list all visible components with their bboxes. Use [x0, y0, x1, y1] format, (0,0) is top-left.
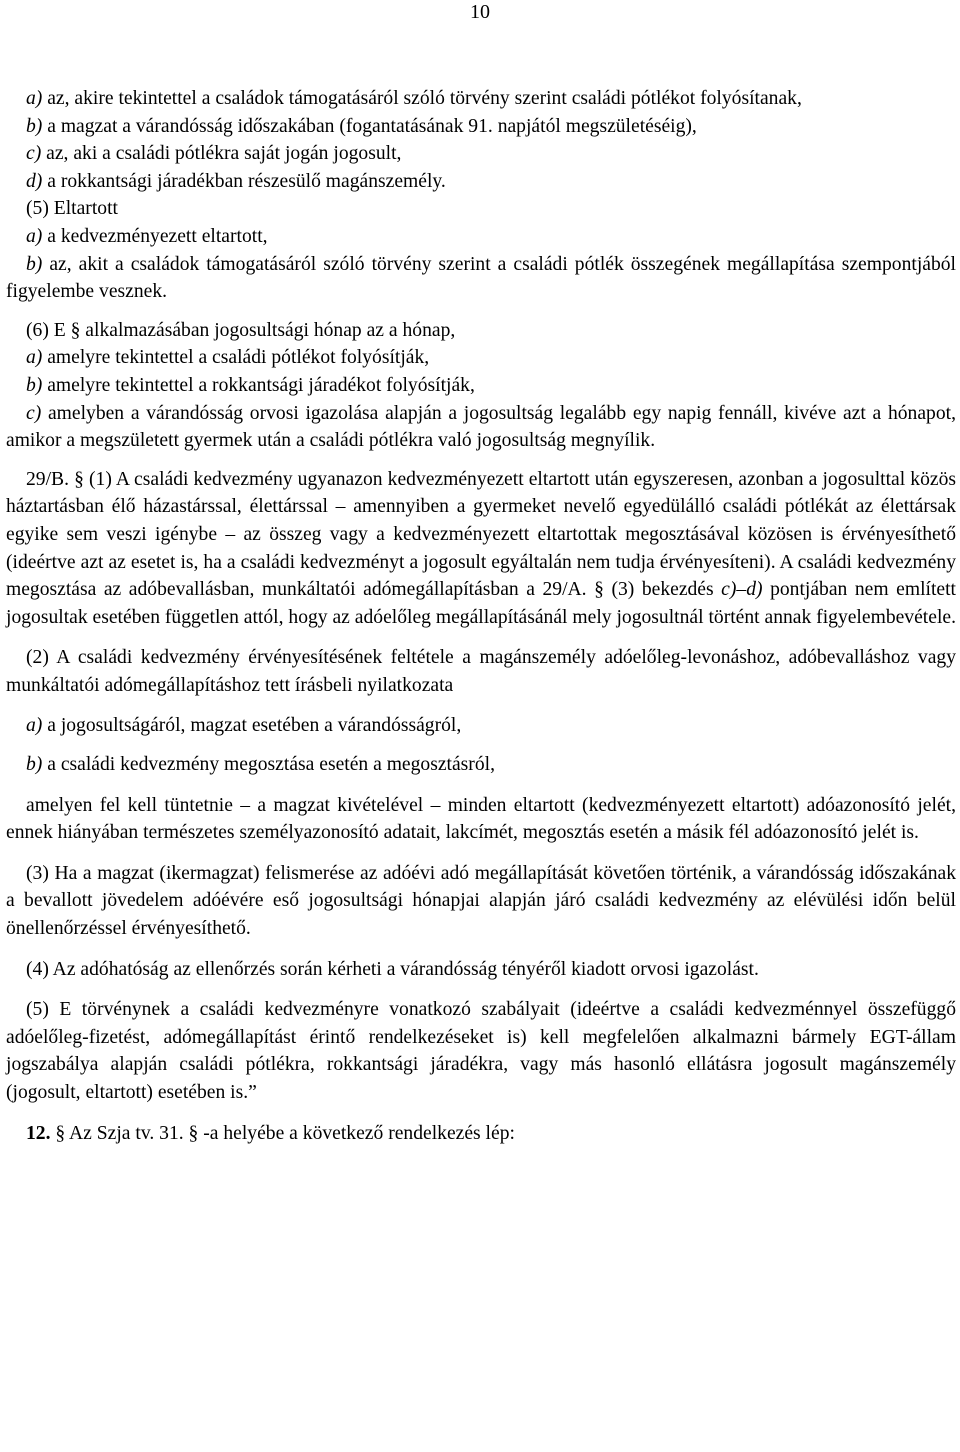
paragraph-text: amelyre tekintettel a családi pótlékot folyósítják,	[42, 347, 430, 369]
item-marker: c)	[26, 402, 42, 424]
paragraph	[6, 400, 956, 455]
item-marker: a)	[26, 347, 43, 369]
item-marker: c)	[721, 579, 737, 601]
paragraph-text: a magzat a várandósság időszakában (fogantatásának 91. napjától megszületéséig),	[42, 115, 697, 137]
paragraph-text: a családi kedvezmény megosztása esetén a megosztásról,	[42, 754, 495, 776]
paragraph	[6, 996, 956, 1106]
paragraph	[6, 860, 956, 943]
item-marker: b)	[26, 374, 43, 396]
paragraph-text: az, aki a családi pótlékra saját jogán jogosult,	[41, 143, 402, 165]
paragraph-text: a rokkantsági járadékban részesülő magánszemély.	[42, 170, 446, 192]
paragraph-text: 29/B. § (1) A családi kedvezmény ugyanazon kedvezményezett eltartott után egyszeresen, azonban a jogosulttal közös háztartásban élő házastárssal, élettárssal – amennyiben a gyermeket nevelő egyedülálló családi pótlékát az élettársak egyike sem veszi igénybe – az összeg vagy a kedvezményezett eltartottak megosztásával közösen is érvényesíthető (ideértve azt az esetet is, ha a családi kedvezményt a jogosult egyáltalán nem tudja érvényesíteni). A családi kedvezmény megosztása az adóbevallásban, munkáltatói adómegállapításban a 29/A. § (3) bekezdés	[6, 468, 956, 601]
paragraph-text: a jogosultságáról, magzat esetében a várandósságról,	[42, 715, 462, 737]
paragraph	[6, 251, 956, 306]
paragraph	[6, 195, 956, 223]
paragraph	[6, 223, 956, 251]
paragraph	[6, 372, 956, 400]
paragraph	[6, 956, 956, 984]
item-marker: a)	[26, 225, 43, 247]
paragraph-text: § Az Szja tv. 31. § -a helyébe a következő rendelkezés lép:	[50, 1122, 515, 1144]
paragraph-text: az, akit a családok támogatásáról szóló törvény szerint a családi pótlék összegének megállapítása szempontjából figyelembe vesznek.	[6, 253, 956, 303]
paragraph-text: (3) Ha a magzat (ikermagzat) felismerése az adóévi adó megállapítását követően történik, a várandósság időszakának a bevallott jövedelem adóévére eső jogosultsági hónapjai alapján járó családi kedvezmény az elévülési időn belül önellenőrzéssel érvényesíthető.	[6, 862, 956, 940]
paragraph	[6, 344, 956, 372]
item-marker: d)	[746, 579, 763, 601]
paragraph	[6, 140, 956, 168]
paragraph-text: amelyben a várandósság orvosi igazolása alapján a jogosultság legalább egy napig fennáll, kivéve azt a hónapot, amikor a megszületett gyermek után a családi pótlékra való jogosultság megnyílik.	[6, 402, 956, 452]
document-body	[6, 85, 956, 1147]
paragraph-text: pontjában nem említett jogosultak esetében független attól, hogy az adóelőleg megállapításánál mely jogosultnál történt annak figyelembevétele.	[6, 579, 956, 628]
paragraph	[6, 466, 956, 632]
paragraph-text: az, akire tekintettel a családok támogatásáról szóló törvény szerint családi pótlékot folyósítanak,	[42, 88, 802, 109]
paragraph	[6, 712, 956, 740]
paragraph	[6, 1120, 956, 1148]
paragraph-text: (4) Az adóhatóság az ellenőrzés során kérheti a várandósság tényéről kiadott orvosi igazolást.	[26, 958, 759, 980]
paragraph-text: a kedvezményezett eltartott,	[42, 225, 268, 247]
paragraph	[6, 113, 956, 141]
item-marker: c)	[26, 143, 42, 165]
paragraph	[6, 644, 956, 699]
paragraph-text: amelyre tekintettel a rokkantsági járadékot folyósítják,	[42, 374, 475, 396]
paragraph	[6, 168, 956, 196]
paragraph	[6, 751, 956, 779]
item-marker: a)	[26, 715, 43, 737]
item-marker: b)	[26, 253, 43, 275]
item-marker: a)	[26, 88, 43, 109]
section-number: 12.	[26, 1122, 51, 1144]
paragraph-text: (5) Eltartott	[26, 198, 118, 220]
item-marker: b)	[26, 754, 43, 776]
paragraph-text: (5) E törvénynek a családi kedvezményre vonatkozó szabályait (ideértve a családi kedvezménnyel összefüggő adóelőleg-fizetést, adómegállapítást érintő rendelkezéseket is) kell megfelelően alkalmazni bármely EGT-állam jogszabálya alapján családi pótlékra, rokkantsági járadékra, vagy más hasonló ellátásra jogosult magánszemély (jogosult, eltartott) esetében is.”	[6, 999, 956, 1103]
item-marker: b)	[26, 115, 43, 137]
paragraph	[6, 317, 956, 345]
page-number: 10	[470, 1, 490, 23]
paragraph-text: amelyen fel kell tüntetnie – a magzat kivételével – minden eltartott (kedvezményezett eltartott) adóazonosító jelét, ennek hiányában természetes személyazonosító adatait, lakcímét, megosztás esetén a másik fél adóazonosító jelét is.	[6, 794, 956, 844]
paragraph	[6, 85, 956, 113]
paragraph-text: –	[736, 579, 747, 601]
paragraph-text: (6) E § alkalmazásában jogosultsági hónap az a hónap,	[26, 319, 456, 341]
item-marker: d)	[26, 170, 43, 192]
paragraph	[6, 792, 956, 847]
paragraph-text: (2) A családi kedvezmény érvényesítésének feltétele a magánszemély adóelőleg-levonáshoz, adóbevalláshoz vagy munkáltatói adómegállapításhoz tett írásbeli nyilatkozata	[6, 647, 956, 696]
